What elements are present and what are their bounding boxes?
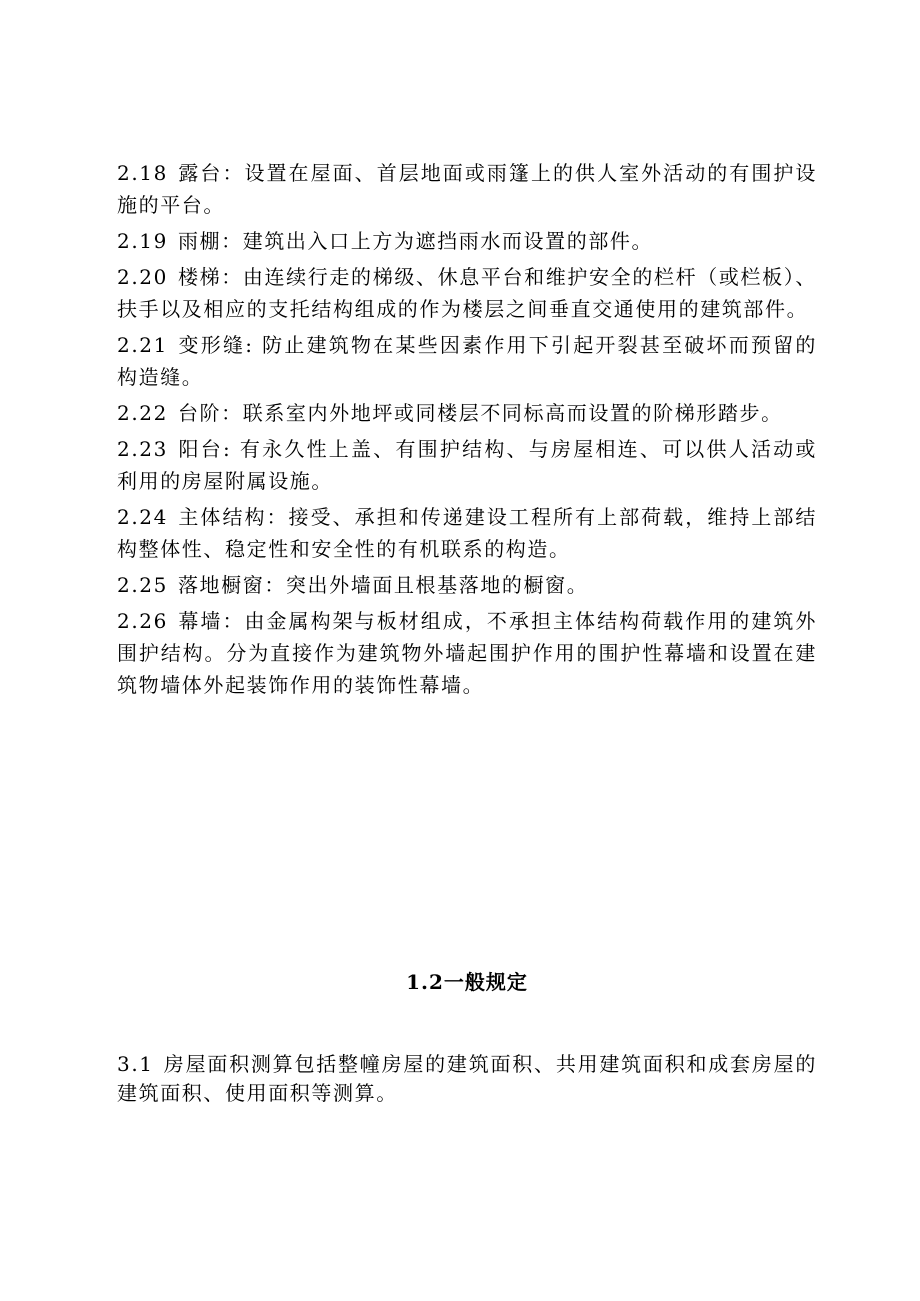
clause-2-18	[117, 157, 817, 221]
clause-text: 阳台: 有永久性上盖、有围护结构、与房屋相连、可以供人活动或利用的房屋附属设施。	[117, 437, 817, 493]
clause-text: 主体结构：接受、承担和传递建设工程所有上部荷载，维持上部结构整体性、稳定性和安全性的有机联系的构造。	[117, 505, 817, 561]
clause-2-19	[117, 225, 817, 257]
clause-number: 3.1	[117, 1052, 154, 1076]
clause-text: 台阶：联系室内外地坪或同楼层不同标高而设置的阶梯形踏步。	[177, 401, 783, 425]
clause-2-24	[117, 501, 817, 565]
section-body	[117, 1050, 817, 1112]
clause-number: 2.22	[117, 401, 168, 425]
clause-2-25	[117, 569, 817, 601]
clause-number: 2.19	[117, 229, 168, 253]
document-page	[117, 157, 817, 1105]
clause-number: 2.21	[117, 333, 168, 357]
clause-text: 变形缝: 防止建筑物在某些因素作用下引起开裂甚至破坏而预留的构造缝。	[117, 333, 817, 389]
clause-3-1	[117, 1050, 817, 1108]
clause-number: 2.26	[117, 609, 168, 633]
clause-2-20	[117, 261, 817, 325]
clause-text: 房屋面积测算包括整幢房屋的建筑面积、共用建筑面积和成套房屋的建筑面积、使用面积等测算。	[117, 1052, 817, 1105]
clause-number: 2.25	[117, 573, 168, 597]
clause-2-26	[117, 605, 817, 701]
clause-2-22	[117, 397, 817, 429]
clause-number: 2.18	[117, 161, 168, 185]
clause-text: 幕墙：由金属构架与板材组成，不承担主体结构荷载作用的建筑外围护结构。分为直接作为建筑物外墙起围护作用的围护性幕墙和设置在建筑物墙体外起装饰作用的装饰性幕墙。	[117, 609, 817, 697]
section-heading: 1.2一般规定	[406, 970, 528, 994]
clause-number: 2.20	[117, 265, 168, 289]
clause-text: 露台：设置在屋面、首层地面或雨篷上的供人室外活动的有围护设施的平台。	[117, 161, 817, 217]
clause-number: 2.23	[117, 437, 168, 461]
clause-text: 雨棚：建筑出入口上方为遮挡雨水而设置的部件。	[177, 229, 654, 253]
clause-text: 落地橱窗：突出外墙面且根基落地的橱窗。	[177, 573, 589, 597]
clause-number: 2.24	[117, 505, 168, 529]
clause-2-21	[117, 329, 817, 393]
clause-text: 楼梯：由连续行走的梯级、休息平台和维护安全的栏杆（或栏板）、扶手以及相应的支托结构组成的作为楼层之间垂直交通使用的建筑部件。	[117, 265, 817, 321]
clause-2-23	[117, 433, 817, 497]
